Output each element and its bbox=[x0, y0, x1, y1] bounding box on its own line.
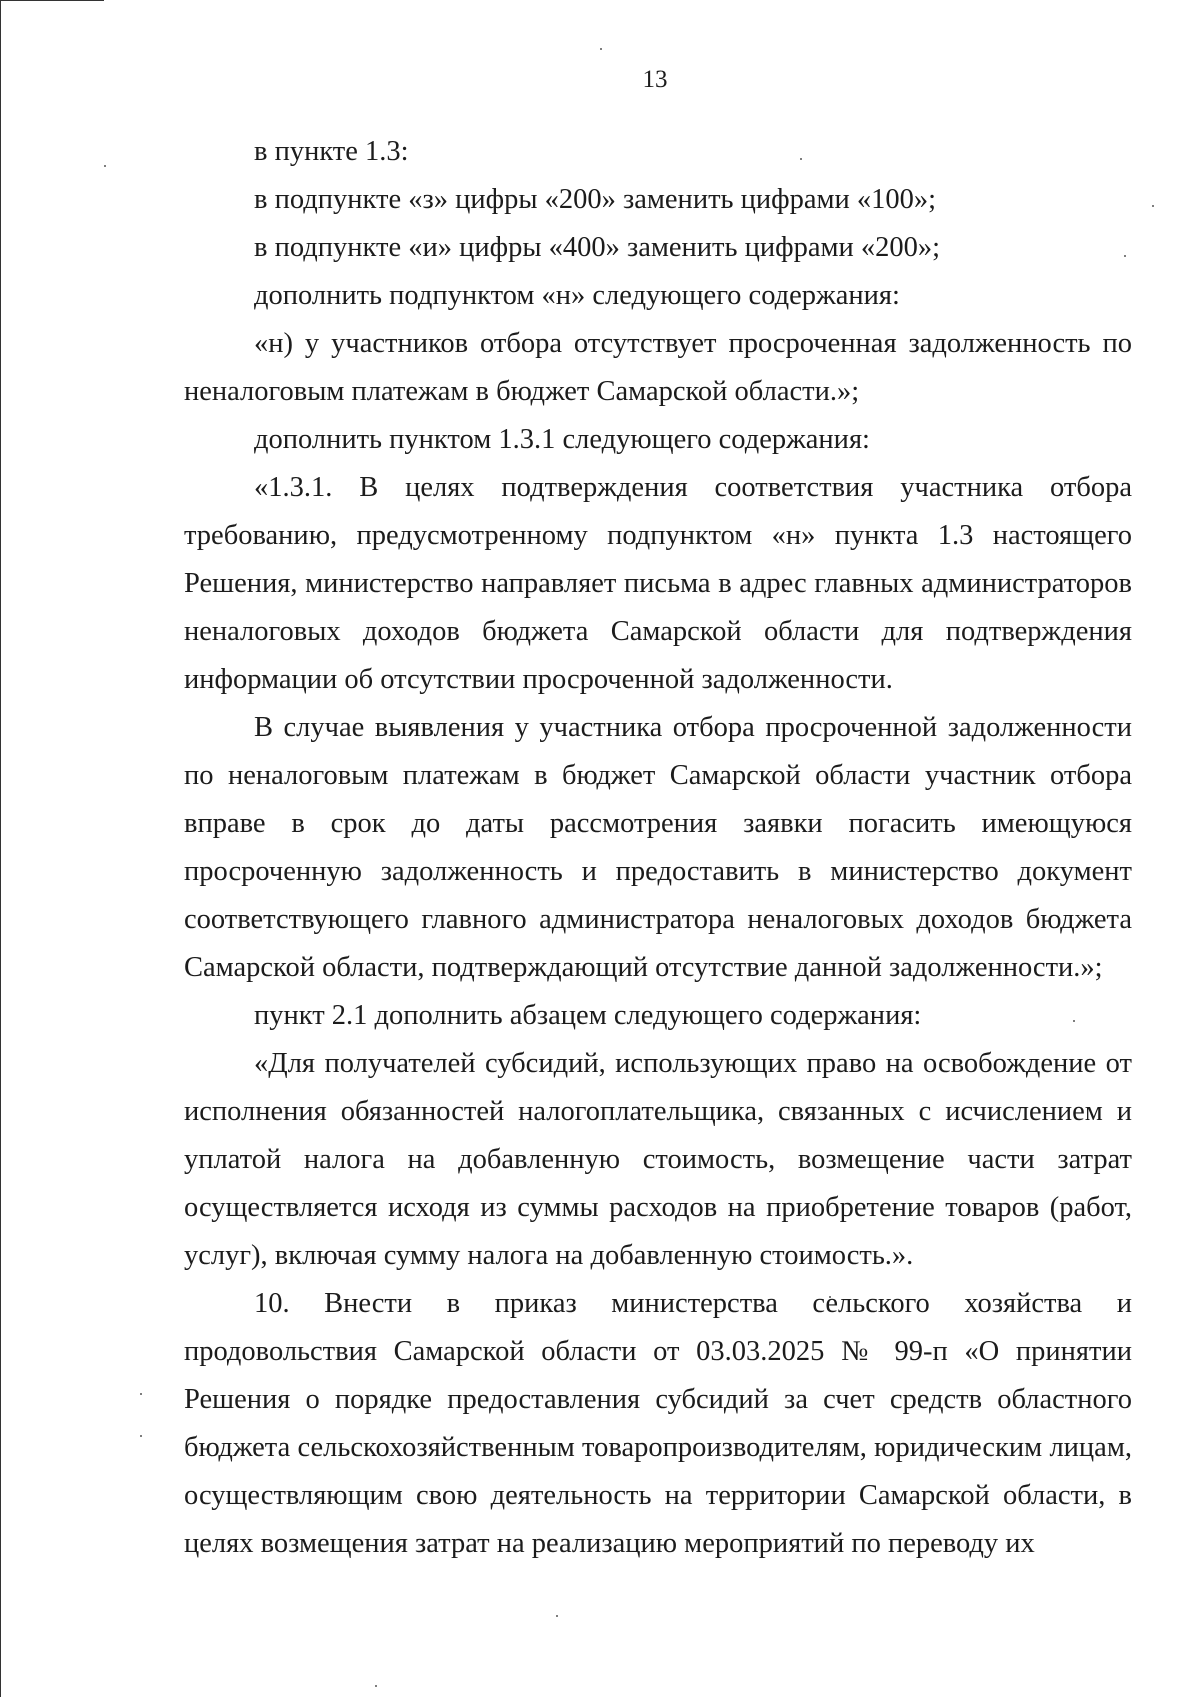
scan-speck bbox=[140, 1435, 142, 1437]
scan-speck bbox=[104, 165, 106, 167]
paragraph: дополнить пунктом 1.3.1 следующего содержания: bbox=[254, 424, 870, 455]
scan-speck bbox=[140, 1393, 142, 1395]
scan-edge-left bbox=[0, 0, 1, 1697]
paragraph: 10. Внести в приказ министерства сельского хозяйства и продовольствия Самарской области от 03.03.2025 № 99-п «О принятии Решения о порядке предоставления субсидий за счет средств областного бюджета сельскохозяйственным товаропроизводителям, юридическим лицам, осуществляющим свою деятельность на территории Самарской области, в целях возмещения затрат на реализацию мероприятий по переводу их bbox=[184, 1288, 1132, 1559]
paragraph: «Для получателей субсидий, использующих право на освобождение от исполнения обязанностей налогоплательщика, связанных с исчислением и уплатой налога на добавленную стоимость, возмещение части затрат осуществляется исходя из суммы расходов на приобретение товаров (работ, услуг), включая сумму налога на добавленную стоимость.». bbox=[184, 1048, 1132, 1271]
scan-speck bbox=[375, 1685, 377, 1687]
paragraph: в пункте 1.3: bbox=[254, 136, 409, 167]
paragraph: в подпункте «з» цифры «200» заменить цифрами «100»; bbox=[254, 184, 937, 215]
paragraph: пункт 2.1 дополнить абзацем следующего содержания: bbox=[254, 1000, 922, 1031]
paragraph: В случае выявления у участника отбора просроченной задолженности по неналоговым платежам в бюджет Самарской области участник отбора вправе в срок до даты рассмотрения заявки погасить имеющуюся просроченную задолженность и предоставить в министерство документ соответствующего главного администратора неналоговых доходов бюджета Самарской области, подтверждающий отсутствие данной задолженности.»; bbox=[184, 712, 1132, 983]
scan-speck bbox=[600, 48, 602, 50]
paragraph: «1.3.1. В целях подтверждения соответствия участника отбора требованию, предусмотренному подпунктом «н» пункта 1.3 настоящего Решения, министерство направляет письма в адрес главных администраторов неналоговых доходов бюджета Самарской области для подтверждения информации об отсутствии просроченной задолженности. bbox=[184, 472, 1132, 695]
document-body bbox=[184, 128, 1132, 1568]
scan-speck bbox=[1152, 205, 1154, 207]
scan-edge-top bbox=[0, 0, 104, 1]
paragraph: «н) у участников отбора отсутствует просроченная задолженность по неналоговым платежам в бюджет Самарской области.»; bbox=[184, 328, 1132, 407]
paragraph: дополнить подпунктом «н» следующего содержания: bbox=[254, 280, 900, 311]
scan-speck bbox=[556, 1615, 558, 1617]
paragraph: в подпункте «и» цифры «400» заменить цифрами «200»; bbox=[254, 232, 941, 263]
page-number: 13 bbox=[642, 66, 668, 93]
